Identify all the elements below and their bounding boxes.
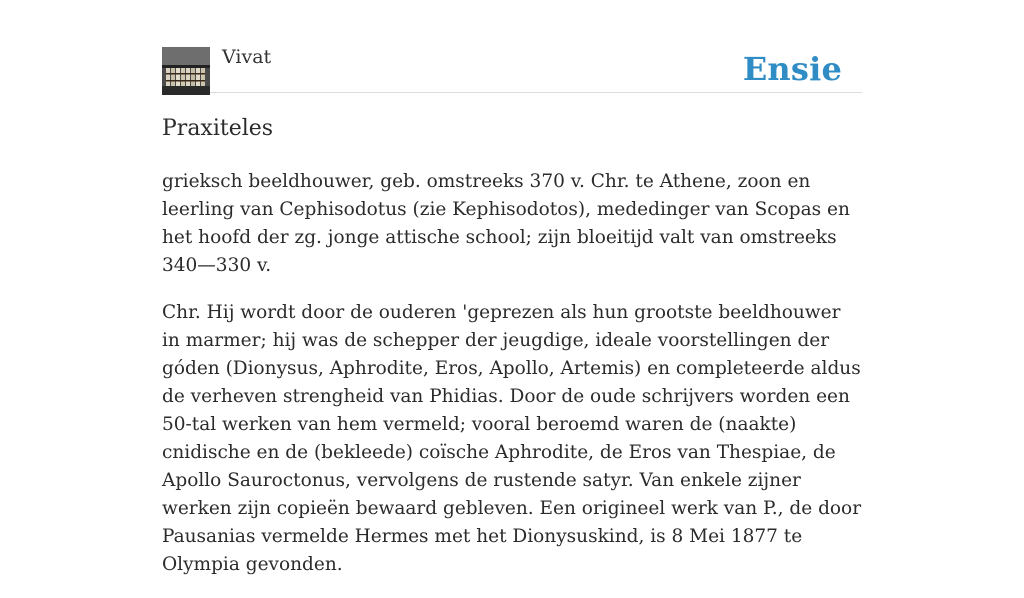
article-page [162,0,862,575]
brand-logo[interactable]: Ensie [742,50,842,88]
page-title: Praxiteles [162,116,274,141]
article-header [162,0,862,93]
author-name[interactable]: Vivat [222,46,272,68]
article-body [162,168,862,598]
book-spines-icon [162,47,210,95]
article-paragraph: Chr. Hij wordt door de ouderen 'geprezen als hun grootste beeldhouwer in marmer; hij was de schepper der jeugdige, ideale voorstellingen der góden (Dionysus, Aphrodite, Eros, Apollo, Artemis) en completeerde aldus de verheven strengheid van Phidias. Door de oude schrijvers worden een 50-tal werken van hem vermeld; vooral beroemd waren de (naakte) cnidische en de (bekleede) coïsche Aphrodite, de Eros van Thespiae, de Apollo Sauroctonus, vervolgens de rustende satyr. Van enkele zijner werken zijn copieën bewaard gebleven. Een origineel werk van P., de door Pausanias vermelde Hermes met het Dionysuskind, is 8 Mei 1877 te Olympia gevonden. [162,302,862,575]
article-paragraph: grieksch beeldhouwer, geb. omstreeks 370 v. Chr. te Athene, zoon en leerling van Cephisodotus (zie Kephisodotos), mededinger van Scopas en het hoofd der zg. jonge attische school; zijn bloeitijd valt van omstreeks 340—330 v. [162,171,850,276]
avatar[interactable] [162,47,210,95]
